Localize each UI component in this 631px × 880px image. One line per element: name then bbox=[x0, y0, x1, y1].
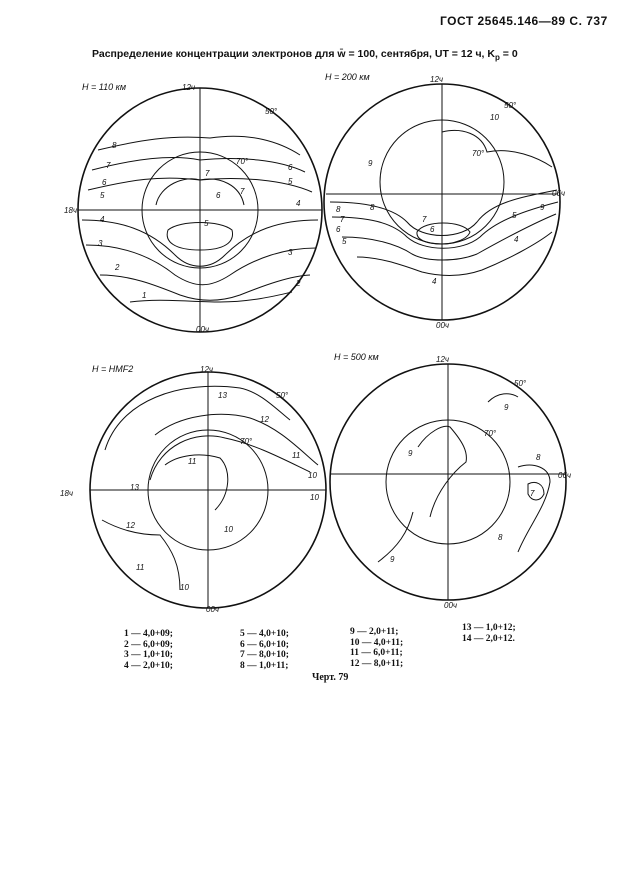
panel-3-left-label: 18ч bbox=[60, 489, 74, 498]
panel-4-level: 9 bbox=[504, 403, 509, 412]
legend-item: 2 — 6,0+09; bbox=[124, 639, 173, 650]
panel-1-level: 6 bbox=[216, 191, 221, 200]
legend-item: 13 — 1,0+12; bbox=[462, 623, 516, 633]
panel-1-level: 6 bbox=[288, 163, 293, 172]
panel-2-lat50: 50° bbox=[504, 101, 517, 110]
panel-2-right-label: 06ч bbox=[552, 189, 566, 198]
panel-1-level: 4 bbox=[296, 199, 301, 208]
panel-3-plot bbox=[60, 360, 340, 620]
panel-2-contour bbox=[332, 202, 558, 248]
panel-2-level: 8 bbox=[370, 203, 375, 212]
panel-1-level: 5 bbox=[100, 191, 105, 200]
panel-2-level: 5 bbox=[342, 237, 347, 246]
panel-1-plot bbox=[60, 80, 340, 340]
panel-1-contour bbox=[100, 275, 310, 300]
panel-3-level: 11 bbox=[292, 451, 301, 460]
legend-item: 10 — 4,0+11; bbox=[350, 637, 404, 648]
legend-column-4 bbox=[462, 623, 516, 644]
figure-caption: Черт. 79 bbox=[312, 672, 349, 683]
panel-2-top-label: 12ч bbox=[430, 75, 444, 84]
panel-4-lat70: 70° bbox=[484, 429, 497, 438]
panel-3-lat70: 70° bbox=[240, 437, 253, 446]
panel-1-contour bbox=[92, 158, 305, 172]
legend-item: 1 — 4,0+09; bbox=[124, 629, 173, 639]
panel-2-level: 10 bbox=[490, 113, 499, 122]
legend-column-2 bbox=[240, 629, 289, 671]
panel-2-contour bbox=[442, 130, 552, 167]
panel-1-top-label: 12ч bbox=[182, 83, 196, 92]
panel-2-level: 7 bbox=[340, 215, 345, 224]
panel-2-contour bbox=[357, 232, 552, 276]
panel-4-plot bbox=[318, 352, 608, 612]
panel-4-right-label: 06ч bbox=[558, 471, 572, 480]
panel-3-level: 12 bbox=[260, 415, 269, 424]
figure-title-sub: p bbox=[494, 53, 500, 63]
panel-1-level: 7 bbox=[205, 169, 210, 178]
document-header: ГОСТ 25645.146—89 С. 737 bbox=[440, 14, 608, 28]
panel-3-lat50: 50° bbox=[276, 391, 289, 400]
panel-2-plot bbox=[312, 72, 602, 332]
panel-4-contour bbox=[418, 426, 466, 517]
panel-3-level: 11 bbox=[136, 563, 145, 572]
panel-3-level: 11 bbox=[188, 457, 197, 466]
panel-3-contour bbox=[150, 436, 310, 480]
panel-1-level: 7 bbox=[240, 187, 245, 196]
panel-1-lat70: 70° bbox=[236, 157, 249, 166]
panel-2-bottom-label: 00ч bbox=[436, 321, 450, 330]
panel-1-level: 8 bbox=[112, 141, 117, 150]
panel-2-level: 6 bbox=[430, 225, 435, 234]
panel-2-level: 8 bbox=[336, 205, 341, 214]
panel-1-level: 4 bbox=[100, 215, 105, 224]
panel-1-level: 2 bbox=[115, 263, 120, 272]
panel-1-level: 3 bbox=[98, 239, 103, 248]
legend-item: 7 — 8,0+10; bbox=[240, 650, 289, 660]
panel-2-level: 5 bbox=[512, 211, 517, 220]
legend-item: 6 — 6,0+10; bbox=[240, 639, 289, 650]
panel-4-bottom-label: 00ч bbox=[444, 601, 458, 610]
figure-title-end: = 0 bbox=[499, 48, 518, 60]
panel-4-level: 7 bbox=[530, 489, 535, 498]
panel-1-level: 5 bbox=[288, 177, 293, 186]
panel-2-level: 7 bbox=[422, 215, 427, 224]
panel-2-level: 4 bbox=[514, 235, 519, 244]
panel-3-contour bbox=[102, 520, 180, 590]
legend-item: 9 — 2,0+11; bbox=[350, 627, 399, 637]
panel-4-contour bbox=[378, 512, 413, 562]
legend-item: 4 — 2,0+10; bbox=[124, 660, 173, 671]
panel-1-label: H = 110 км bbox=[82, 82, 127, 92]
panel-4-level: 8 bbox=[498, 533, 503, 542]
panel-1-contour bbox=[86, 245, 316, 285]
panel-2-level: 9 bbox=[540, 203, 545, 212]
figure-title bbox=[92, 48, 518, 62]
panel-4-top-label: 12ч bbox=[436, 355, 450, 364]
panel-3-level: 10 bbox=[310, 493, 319, 502]
panel-1-level: 1 bbox=[142, 291, 147, 300]
panel-2-level: 4 bbox=[432, 277, 437, 286]
panel-3-bottom-label: 00ч bbox=[206, 605, 220, 614]
panel-2-level: 6 bbox=[336, 225, 341, 234]
panel-3-level: 10 bbox=[308, 471, 317, 480]
legend-item: 8 — 1,0+11; bbox=[240, 660, 289, 671]
panel-3-level: 13 bbox=[218, 391, 227, 400]
panel-3-level: 10 bbox=[180, 583, 189, 592]
panel-4-level: 9 bbox=[408, 449, 413, 458]
panel-4-lat50: 50° bbox=[514, 379, 527, 388]
panel-1-bottom-label: 00ч bbox=[196, 325, 210, 334]
legend-item: 14 — 2,0+12. bbox=[462, 633, 515, 644]
panel-3-top-label: 12ч bbox=[200, 365, 214, 374]
panel-1-level: 7 bbox=[106, 161, 111, 170]
panel-3-level: 10 bbox=[224, 525, 233, 534]
panel-1-level: 6 bbox=[102, 178, 107, 187]
panel-4-contour bbox=[488, 394, 518, 402]
panel-3-level: 13 bbox=[130, 483, 139, 492]
panel-4-level: 8 bbox=[536, 453, 541, 462]
panel-4-level: 9 bbox=[390, 555, 395, 564]
panel-4-contour bbox=[518, 465, 550, 552]
panel-2-level: 9 bbox=[368, 159, 373, 168]
panel-1-level: 5 bbox=[204, 219, 209, 228]
legend-item: 11 — 6,0+11; bbox=[350, 648, 403, 658]
panel-1-level: 3 bbox=[288, 248, 293, 257]
legend-item: 5 — 4,0+10; bbox=[240, 629, 289, 639]
panel-3-label: H = HMF2 bbox=[92, 364, 134, 374]
panel-3-level: 12 bbox=[126, 521, 135, 530]
legend-column-3 bbox=[350, 627, 403, 669]
panel-1-lat50: 50° bbox=[265, 107, 278, 116]
legend-column-1 bbox=[124, 629, 173, 671]
panel-2-lat70: 70° bbox=[472, 149, 485, 158]
panel-1-left-label: 18ч bbox=[64, 206, 78, 215]
legend-item: 12 — 8,0+11; bbox=[350, 658, 404, 669]
panel-1-level: 2 bbox=[296, 279, 301, 288]
panel-2-label: H = 200 км bbox=[325, 72, 370, 82]
panel-3-contour bbox=[165, 455, 228, 510]
panel-4-label: H = 500 км bbox=[334, 352, 379, 362]
legend-item: 3 — 1,0+10; bbox=[124, 650, 173, 660]
figure-title-main: Распределение концентрации электронов для w̄ = 100, сентября, UT = 12 ч, K bbox=[92, 48, 495, 60]
